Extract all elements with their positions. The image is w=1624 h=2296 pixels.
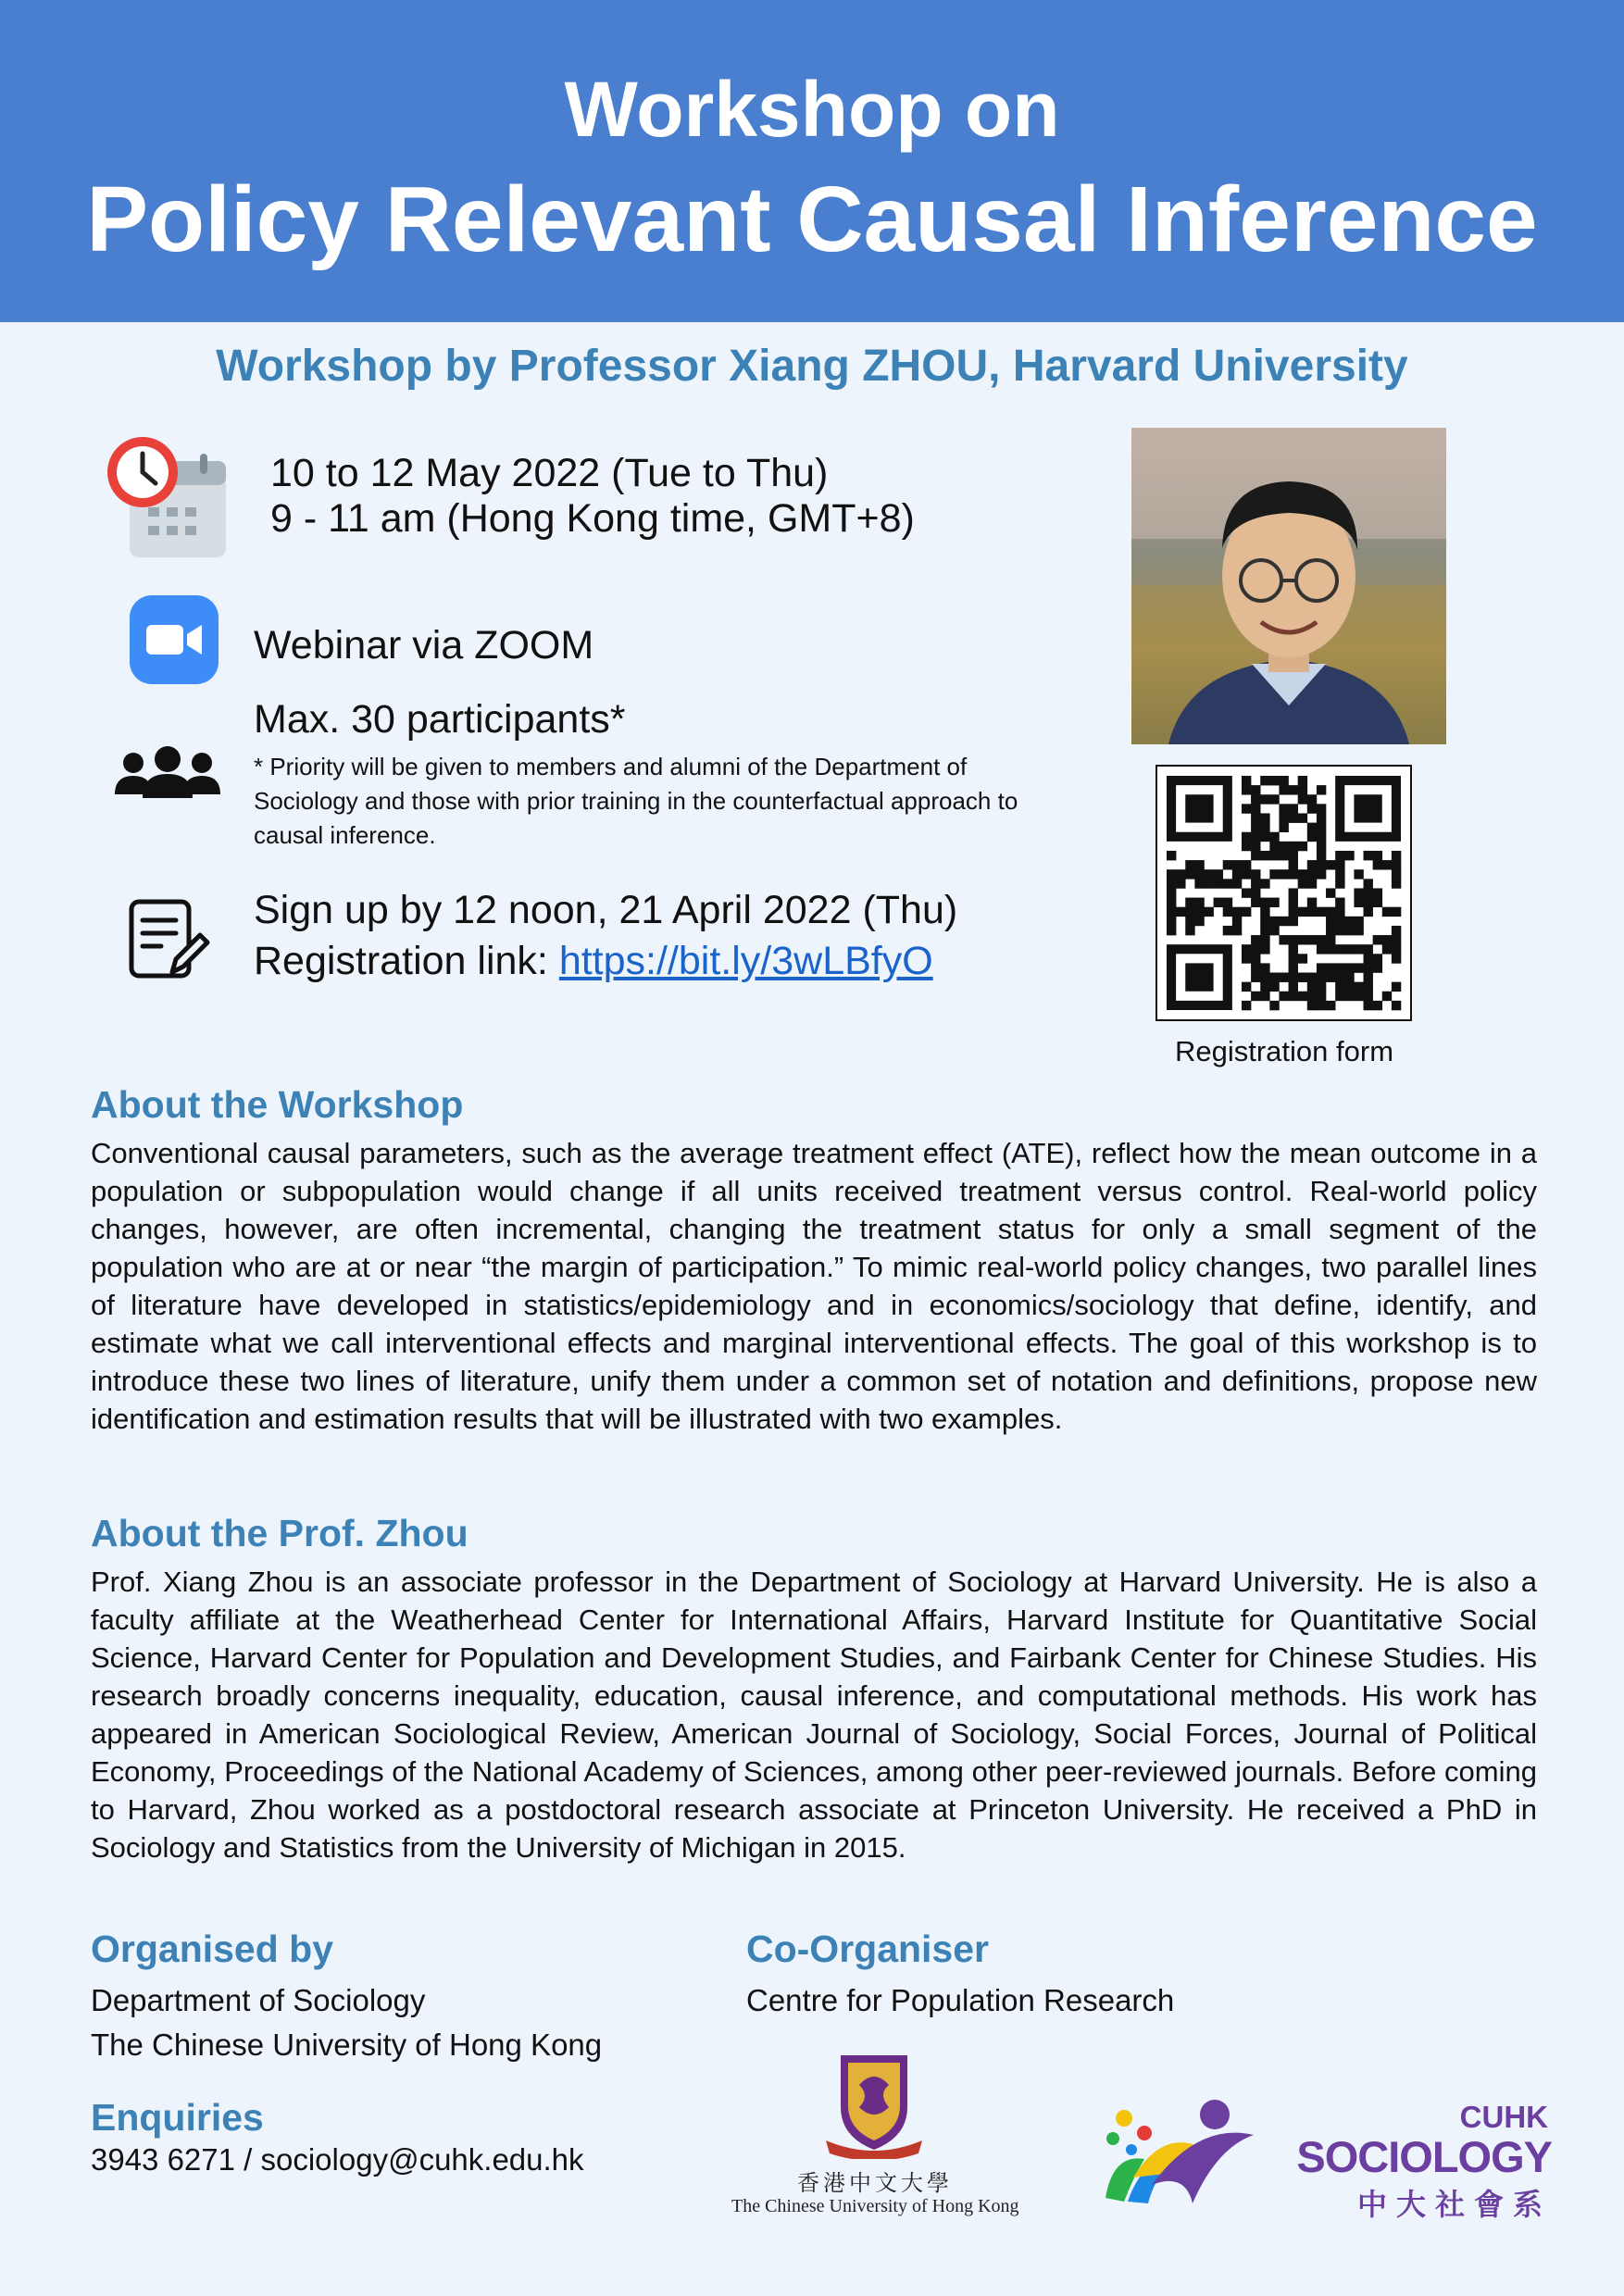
zoom-camera-icon — [130, 595, 219, 684]
capacity: Max. 30 participants* — [254, 697, 626, 742]
sociology-logo-cuhk: CUHK — [1459, 2100, 1548, 2134]
priority-note: * Priority will be given to members and alumni of the Department of Sociology and those with prior training in the counterfactual approach to causal inference. — [254, 753, 1018, 849]
population-research-logo-icon — [1096, 2094, 1259, 2209]
cuhk-crest-icon — [822, 2048, 926, 2159]
registration-link[interactable]: https://bit.ly/3wLBfyO — [558, 939, 933, 983]
event-time: 9 - 11 am (Hong Kong time, GMT+8) — [270, 496, 915, 541]
signup-deadline: Sign up by 12 noon, 21 April 2022 (Thu) — [254, 888, 958, 932]
about-workshop-heading: About the Workshop — [91, 1083, 464, 1126]
organiser-line-1: Department of Sociology — [91, 1983, 426, 2017]
cuhk-english-name: The Chinese University of Hong Kong — [731, 2196, 1019, 2216]
title-banner — [0, 0, 1624, 322]
about-workshop-body: Conventional causal parameters, such as the average treatment effect (ATE), reflect how the mean outcome in a population or subpopulation would change if all units received treatment versus control. Real-world policy changes, however, are often incremental, changing the treatment status for only a small segment of the population who are at or near “the margin of participation.” To mimic real-world policy changes, two parallel lines of literature have developed in statistics/epidemiology and in economics/sociology that define, identify, and estimate what we call interventional effects and marginal interventional effects. The goal of this workshop is to introduce these two lines of literature, unify them under a common set of notation and definitions, propose new identification and estimation results that will be illustrated with two examples. — [91, 1137, 1537, 1435]
about-prof-body: Prof. Xiang Zhou is an associate professor in the Department of Sociology at Harvard University. He is also a faculty affiliate at the Weatherhead Center for International Affairs, Harvard Institute for Quantitative Social Science, Harvard Center for Population and Development Studies, and Fairbank Center for Chinese Studies. His research broadly concerns inequality, education, causal inference, and computational methods. His work has appeared in American Sociological Review, American Journal of Sociology, Social Forces, Journal of Political Economy, Proceedings of the National Academy of Sciences, among other peer-reviewed journals. Before coming to Harvard, Zhou worked as a postdoctoral research associate at Princeton University. He received a PhD in Sociology and Statistics from the University of Michigan in 2015. — [91, 1566, 1537, 1864]
qr-caption: Registration form — [1174, 1035, 1394, 1067]
sociology-logo-word: SOCIOLOGY — [1296, 2132, 1552, 2181]
edit-form-icon — [126, 896, 211, 981]
registration-qr-code[interactable] — [1156, 765, 1412, 1021]
registration-label: Registration link: — [254, 939, 559, 983]
registration-line — [254, 938, 933, 984]
sociology-logo-chinese: 中大社會系 — [1356, 2188, 1552, 2221]
co-organiser-line-1: Centre for Population Research — [746, 1983, 1175, 2017]
title-line-1: Workshop on — [564, 66, 1060, 153]
organiser-line-2: The Chinese University of Hong Kong — [91, 2028, 603, 2062]
subtitle: Workshop by Professor Xiang ZHOU, Harvard University — [216, 342, 1408, 391]
enquiries-contact: 3943 6271 / sociology@cuhk.edu.hk — [91, 2142, 584, 2177]
cuhk-chinese-name: 香港中文大學 — [797, 2170, 953, 2196]
calendar-clock-icon — [104, 435, 233, 565]
co-organiser-heading: Co-Organiser — [746, 1928, 989, 1970]
enquiries-heading: Enquiries — [91, 2096, 264, 2139]
people-group-icon — [113, 746, 222, 802]
organised-by-heading: Organised by — [91, 1928, 334, 1970]
event-venue: Webinar via ZOOM — [254, 623, 594, 668]
speaker-photo — [1131, 428, 1446, 744]
title-line-2: Policy Relevant Causal Inference — [86, 168, 1538, 271]
about-prof-heading: About the Prof. Zhou — [91, 1512, 468, 1554]
event-date: 10 to 12 May 2022 (Tue to Thu) — [270, 451, 829, 495]
